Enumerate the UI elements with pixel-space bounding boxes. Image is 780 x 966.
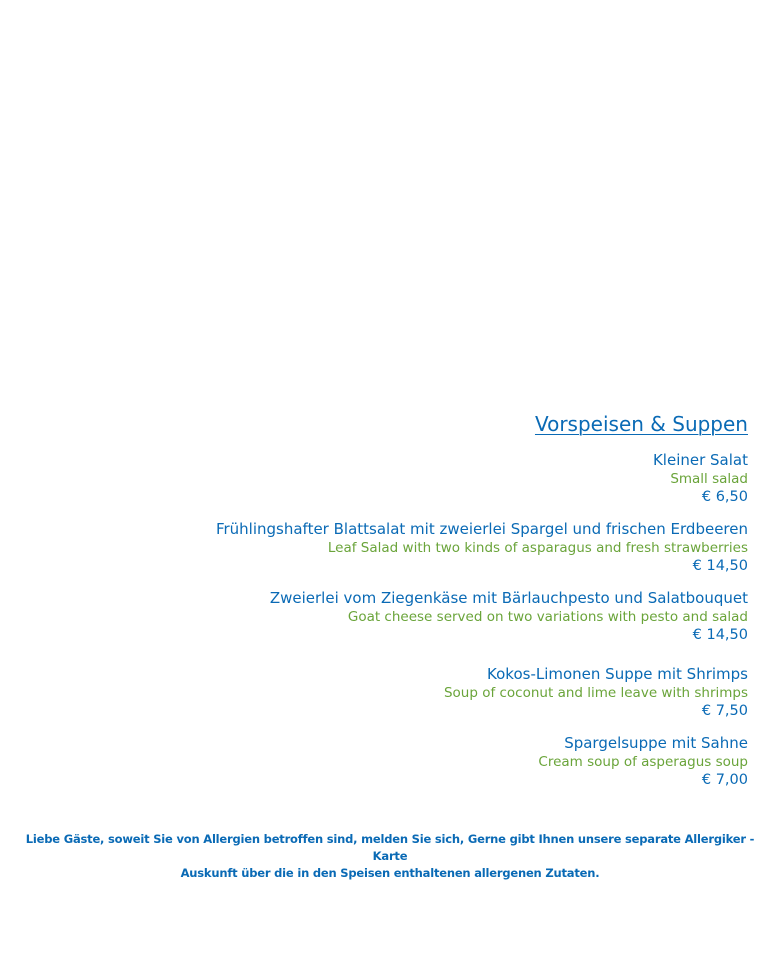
item-price: € 7,00: [701, 772, 748, 788]
menu-item: [48, 664, 748, 720]
menu-item: [48, 519, 748, 575]
item-description: Cream soup of asperagus soup: [538, 754, 748, 770]
item-name: Frühlingshafter Blattsalat mit zweierlei Spargel und frischen Erdbeeren: [215, 520, 748, 538]
allergy-notice: [20, 831, 760, 882]
item-description: Goat cheese served on two variations with pesto and salad: [347, 609, 748, 625]
item-name: Spargelsuppe mit Sahne: [564, 734, 748, 752]
item-price: € 14,50: [692, 558, 748, 574]
allergy-notice-line-1: Liebe Gäste, soweit Sie von Allergien betroffen sind, melden Sie sich, Gerne gibt Ihnen unsere separate Allergiker - Karte: [25, 832, 755, 863]
menu-section: [48, 410, 748, 802]
item-name: Zweierlei vom Ziegenkäse mit Bärlauchpesto und Salatbouquet: [269, 589, 748, 607]
menu-item: [48, 733, 748, 789]
item-price: € 7,50: [701, 703, 748, 719]
item-name: Kleiner Salat: [652, 451, 748, 469]
menu-item: [48, 588, 748, 644]
item-description: Leaf Salad with two kinds of asparagus and fresh strawberries: [327, 540, 748, 556]
item-name: Kokos-Limonen Suppe mit Shrimps: [487, 665, 748, 683]
allergy-notice-line-2: Auskunft über die in den Speisen enthaltenen allergenen Zutaten.: [180, 866, 600, 880]
menu-item: [48, 450, 748, 506]
item-description: Small salad: [670, 471, 748, 487]
item-description: Soup of coconut and lime leave with shrimps: [443, 685, 748, 701]
section-title: Vorspeisen & Suppen: [534, 412, 748, 436]
item-price: € 6,50: [701, 489, 748, 505]
item-price: € 14,50: [692, 627, 748, 643]
